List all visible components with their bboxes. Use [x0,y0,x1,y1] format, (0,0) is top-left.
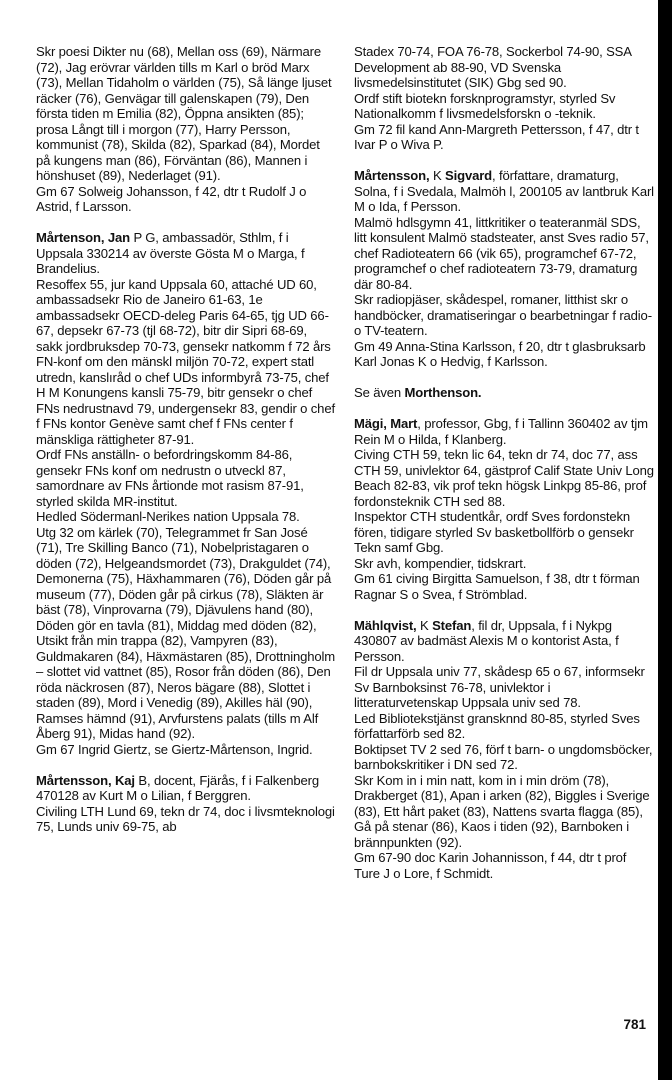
entry-paragraph: Utg 32 om kärlek (70), Telegrammet fr San José (71), Tre Skilling Banco (71), Nobelpristagaren o döden (72), Helgeandsmordet (73), Drakguldet (74), Demonerna (75), Häxhammaren (76), Döden går på museum (77), Döden går på cirkus (78), Släkten är bäst (78), Vinprovarna (79), Djävulens hand (80), Döden gör en tavla (81), Middag med döden (82), Utsikt från min trappa (82), Vampyren (83), Guldmakaren (84), Häxmästaren (85), Drottningholm – slottet vid vattnet (85), Rosor från döden (86), Den röda näckrosen (87), Neros bägare (88), Slottet i staden (89), Mord i Venedig (89), Akilles häl (90), Ramses hämnd (91), Arvfurstens palats (tills m Alf Åberg 91), Midas hand (92). [36,524,336,741]
entry-paragraph: Boktipset TV 2 sed 76, förf t barn- o ungdomsböcker, barnbokskritiker i DN sed 72. [354,741,653,772]
entry-paragraph: Stadex 70-74, FOA 76-78, Sockerbol 74-90, SSA Development ab 88-90, VD Svenska livsmedelsinstitutet (SIK) Gbg sed 90. [354,44,632,90]
entry-heading-text: B, docent, Fjärås, f i Falkenberg 470128 av Kurt M o Lilian, f Berggren. [36,772,320,803]
entry-paragraph: Gm 61 civing Birgitta Samuelson, f 38, dtr t förman Ragnar S o Svea, f Strömblad. [354,571,640,602]
entry-paragraph: Skr radiopjäser, skådespel, romaner, litthist skr o handböcker, dramatiseringar o bearbetningar f radio- o TV-teatern. [354,292,652,338]
entry-paragraph: Hedled Södermanl-Nerikes nation Uppsala 78. [36,509,300,524]
entry-heading [36,773,336,804]
entry-heading [354,618,654,665]
entry-heading [354,416,654,447]
cross-reference-prefix: Se även [354,385,405,400]
entry-martenson-jan [36,230,336,757]
entry-paragraph: Gm 67 Solweig Johansson, f 42, dtr t Rudolf J o Astrid, f Larsson. [36,183,307,214]
entry-heading [354,168,654,215]
entry-heading-text: K [416,617,433,633]
left-column [36,44,336,850]
entry-name: Mählqvist, [354,617,417,633]
entry-paragraph: Gm 72 fil kand Ann-Margreth Pettersson, f 47, dtr t Ivar P o Wiva P. [354,121,639,152]
entry-heading-text: K [429,168,446,183]
entry-name: Mårtenson, Jan [36,230,130,245]
entry-martensson-kaj [36,773,336,835]
entry-paragraph: Malmö hdlsgymn 41, littkritiker o teateranmäl SDS, litt konsulent Malmö stadsteater, anst Sves radio 57, chef Radioteatern 66 (vik 65), programchef 67-72, programchef o chef radioteatern 73-79, dramaturg där 80-84. [354,214,649,292]
entry-paragraph: Fil dr Uppsala univ 77, skådesp 65 o 67, informsekr Sv Barnboksinst 76-78, univlektor i litteraturvetenskap Uppsala univ sed 78. [354,664,645,710]
entry-heading [36,230,336,277]
entry-given-name: Stefan [432,617,472,633]
cross-reference-text [354,385,654,401]
entry-martensson-sigvard [354,168,654,370]
page-number: 781 [623,1017,646,1032]
entry-magi-mart [354,416,654,602]
entry-continuation [354,44,654,153]
entry-paragraph: Ordf FNs anställn- o befordringskomm 84-86, gensekr FNs konf om nedrustn o utveckl 87, samordnare av FNs årtionde mot rasism 87-91, styrled skilda MR-institut. [36,447,304,509]
entry-paragraph: Civiling LTH Lund 69, tekn dr 74, doc i livsmteknologi 75, Lunds univ 69-75, ab [36,803,335,834]
entry-paragraph: Civing CTH 59, tekn lic 64, tekn dr 74, doc 77, ass CTH 59, univlektor 64, gästprof Calif State Univ Long Beach 82-83, vik prof tekn högsk Linkpg 85-86, prof fordonsteknik CTH sed 88. [354,447,654,509]
entry-heading-text: , professor, Gbg, f i Tallinn 360402 av tjm Rein M o Hilda, f Klanberg. [354,416,648,447]
entry-name: Mårtensson, Kaj [36,772,135,788]
entry-name: Mägi, Mart [354,416,418,431]
entry-paragraph: Gm 67-90 doc Karin Johannisson, f 44, dtr t prof Ture J o Lore, f Schmidt. [354,850,627,881]
entry-paragraph: Resoffex 55, jur kand Uppsala 60, attaché UD 60, ambassadsekr Rio de Janeiro 61-63, 1e ambassadsekr OECD-deleg Paris 64-65, tjg UD 66-67, depsekr 67-73 (tjl 68-72), bitr dir Sipri 68-69, sakk jordbruksdep 70-73, gensekr natkomm f 72 års FN-konf om den mänskl miljön 70-72, expert statl utredn, kanslıråd o chef UDs informbyrå 73-75, chef H M Konungens kansli 75-79, bitr gensekr o chef FNs nedrustnavd 79, undergensekr 83, gendir o chef f FNs kontor Genève samt chef f FNs center f mänskliga rättigheter 87-91. [36,276,335,447]
right-column [354,44,654,897]
entry-heading-text: P G, ambassadör, Sthlm, f i Uppsala 330214 av överste Gösta M o Marga, f Brandelius. [36,230,305,276]
entry-continuation [36,44,336,215]
entry-paragraph: Gm 49 Anna-Stina Karlsson, f 20, dtr t glasbruksarb Karl Jonas K o Hedvig, f Karlsson. [354,338,646,369]
entry-heading-text: , fil dr, Uppsala, f i Nykpg 430807 av badmäst Alexis M o kontorist Asta, f Persson. [354,617,619,664]
entry-mahlqvist-stefan [354,618,654,882]
entry-paragraph: Gm 67 Ingrid Giertz, se Giertz-Mårtenson, Ingrid. [36,741,313,757]
entry-paragraph: Skr Kom in i min natt, kom in i min dröm (78), Drakberget (81), Apan i arken (82), Biggles i Sverige (83), Ett hårt paket (83), Nattens svarta flagga (85), Gå på stenar (86), Kaos i tiden (92), Barnboken i brännpunkten (92). [354,772,650,850]
entry-paragraph: Led Bibliotekstjänst gransknnd 80-85, styrled Sves författarförb sed 82. [354,710,640,741]
scan-border [658,0,672,1080]
cross-reference [354,385,654,401]
entry-paragraph: Skr avh, kompendier, tidskrart. [354,555,527,571]
entry-heading-text: , författare, dramaturg, Solna, f i Svedala, Malmöh l, 200105 av lantbruk Karl M o Ida, f Persson. [354,168,654,214]
entry-given-name: Sigvard [445,168,493,183]
entry-name: Mårtensson, [354,168,430,183]
cross-reference-target: Morthenson. [404,385,482,400]
entry-paragraph: Inspektor CTH studentkår, ordf Sves fordonstekn fören, tidigare styrled Sv basketbollförb o gensekr Tekn samf Gbg. [354,509,634,555]
entry-paragraph: Ordf stift biotekn forsknprogramstyr, styrled Sv Nationalkomm f livsmedelsforskn o -teknik. [354,90,616,121]
entry-paragraph: Skr poesi Dikter nu (68), Mellan oss (69), Närmare (72), Jag erövrar världen tills m Karl o bröd Marx (73), Mellan Tidaholm o världen (75), Så länge ljuset räcker (76), Genvägar till galenskapen (79), Den första tiden m Emilia (82), Öppna ansikten (85); prosa Långt till i morgon (77), Harry Persson, kommunist (78), Skilda (82), Sparkad (84), Mordet på kungens man (86), Förväntan (86), Mannen i hönshuset (89), Nederlaget (91). [36,44,332,183]
